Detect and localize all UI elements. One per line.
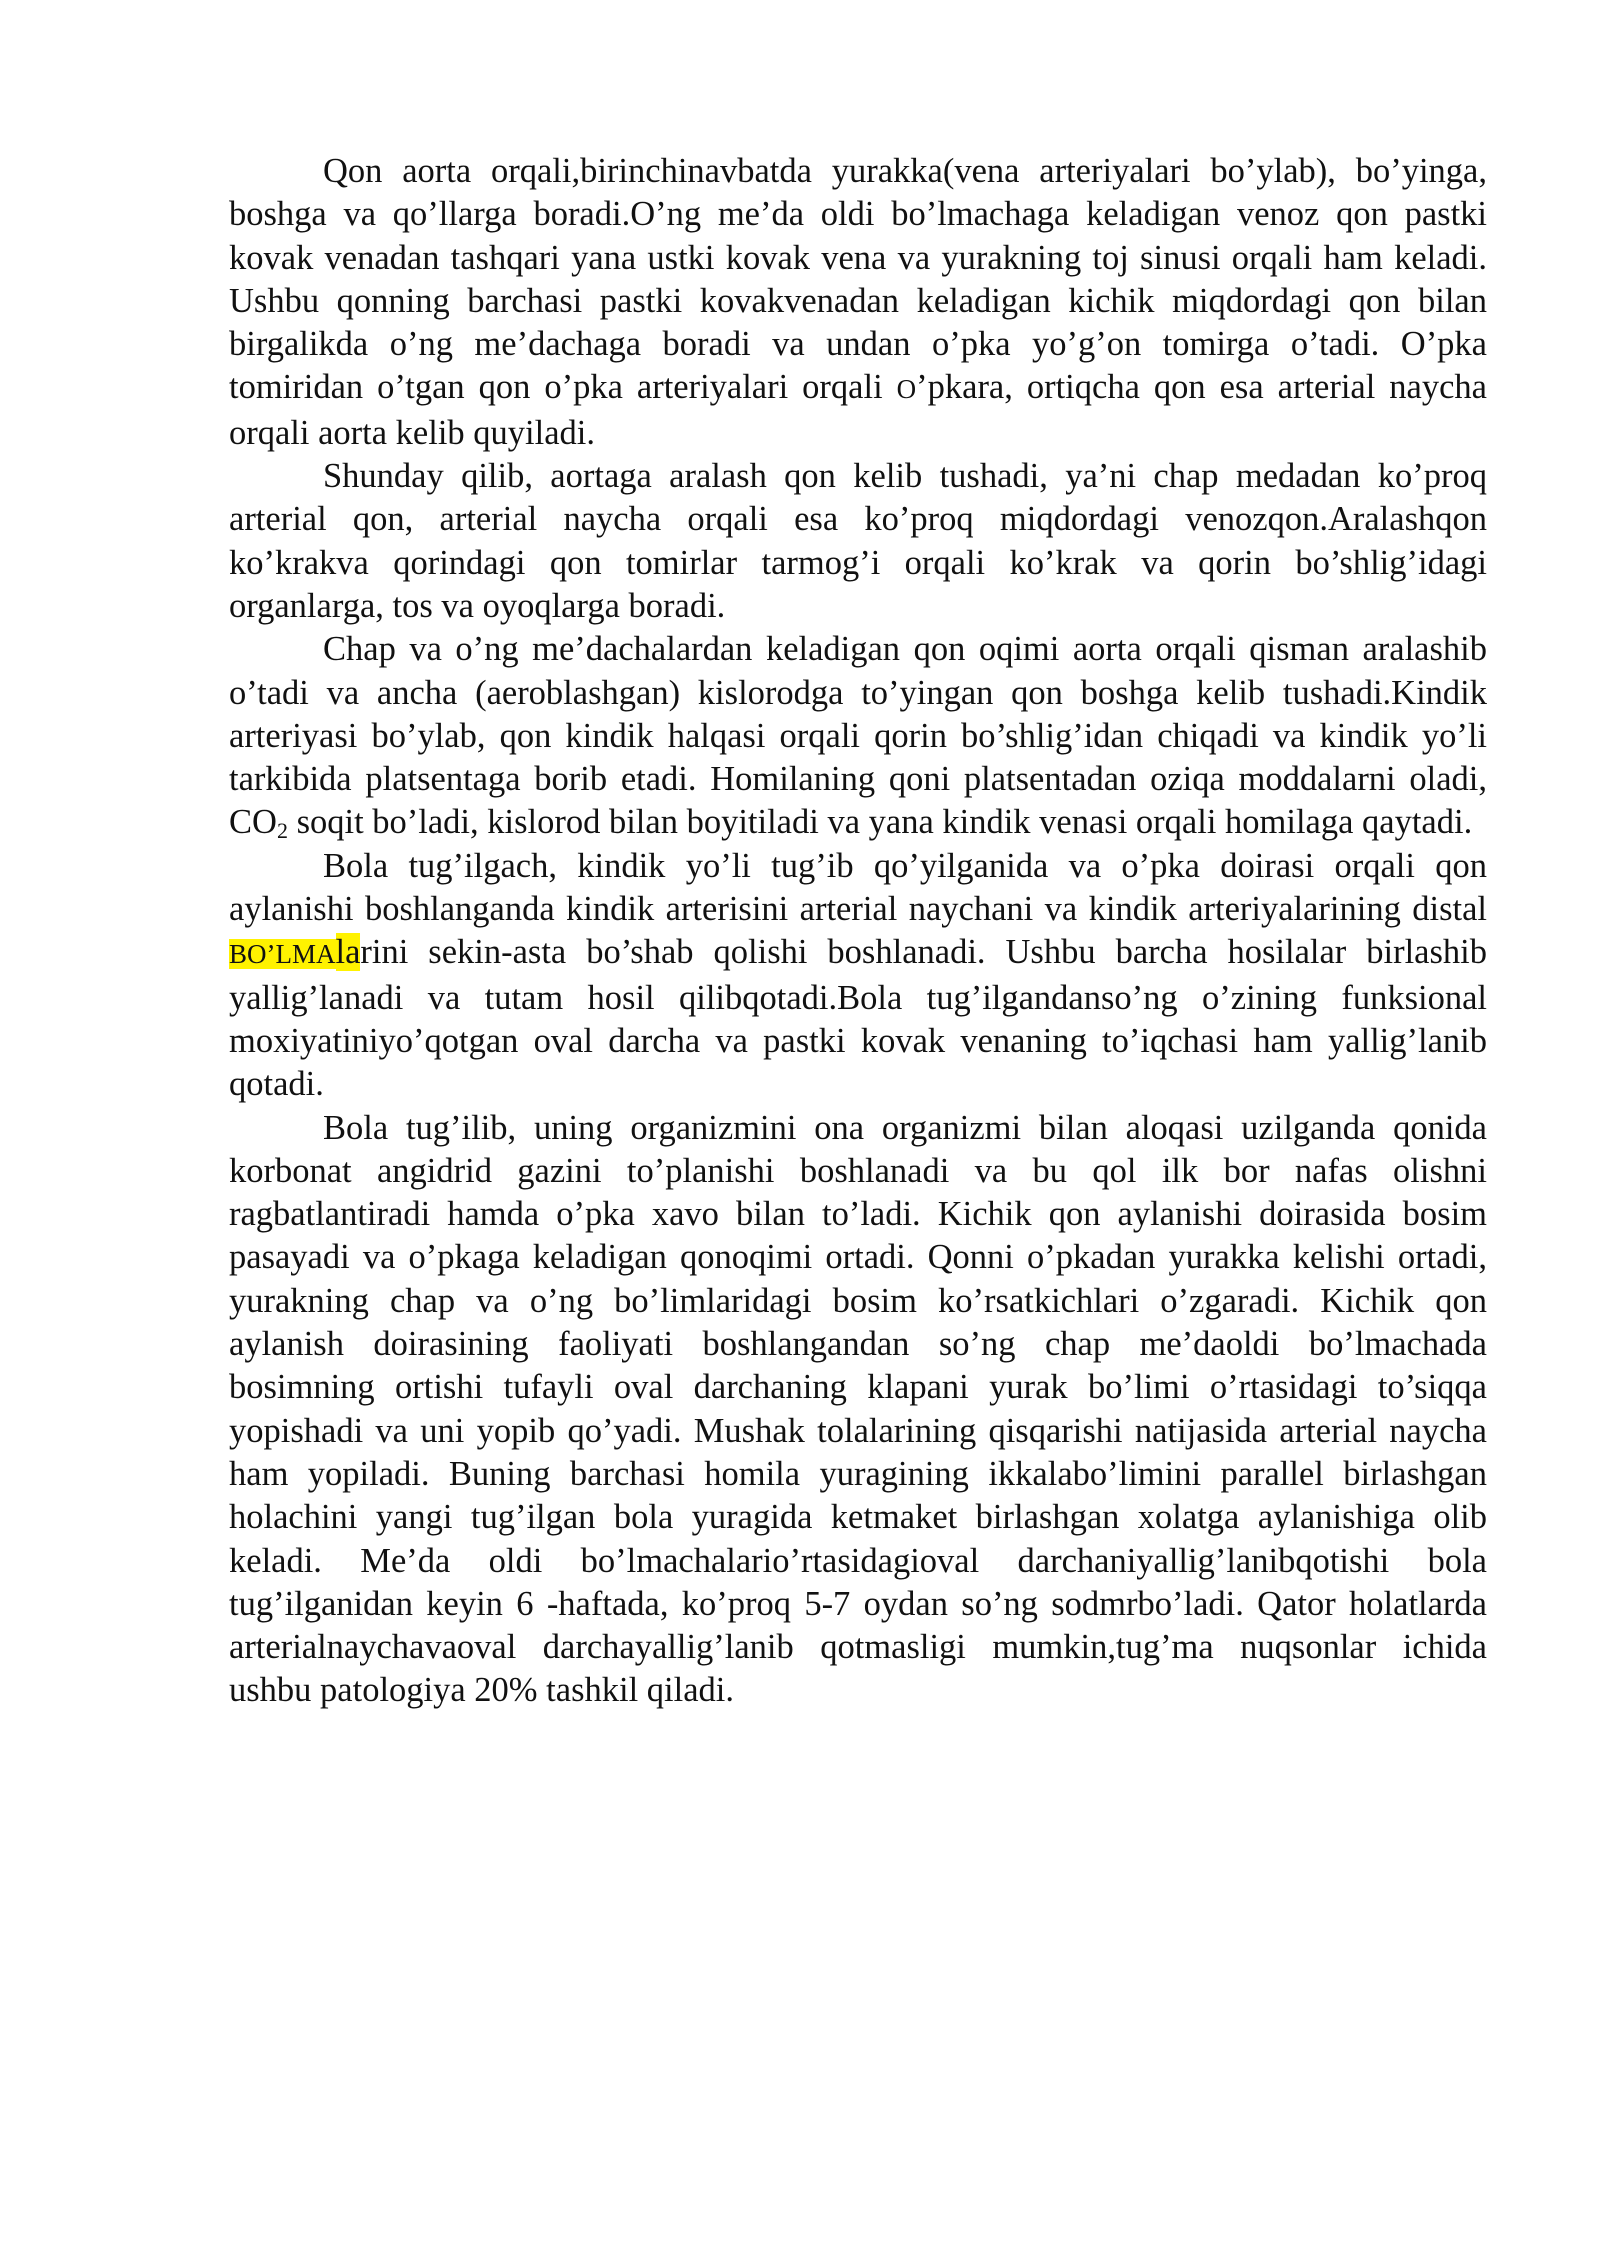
paragraph-5 [229, 1107, 1487, 1713]
highlighted-text: la [335, 933, 361, 972]
paragraph-text: Shunday qilib, aortaga aralash qon kelib tushadi, ya’ni chap medadan ko’proq arterial qon, arterial naycha orqali esa ko’proq miqdordagi venozqon.Aralashqon ko’krakva qorindagi qon tomirlar tarmog’i orqali ko’krak va qorin bo’shlig’idagi organlarga, tos va oyoqlarga boradi. [229, 457, 1487, 625]
paragraph-3 [229, 628, 1487, 844]
paragraph-text-continued: rini sekin-asta bo’shab qolishi boshlanadi. Ushbu barcha hosilalar birlashib yallig’lanadi va tutam hosil qilibqotadi.Bola tug’ilgandanso’ng o’zining funksional moxiyatiniyo’qotgan oval darcha va pastki kovak venaning to’iqchasi ham yallig’lanib qotadi. [229, 933, 1487, 1104]
paragraph-2 [229, 455, 1487, 628]
paragraph-text: Qon aorta orqali,birinchinavbatda yurakka(vena arteriyalari bo’ylab), bo’yinga, boshga va qo’llarga boradi.O’ng me’da oldi bo’lmachaga keladigan venoz qon pastki kovak venadan tashqari yana ustki kovak vena va yurakning toj sinusi orqali ham keladi. Ushbu qonning barchasi pastki kovakvenadan keladigan kichik miqdordagi qon bilan birgalikda o’ng me’dachaga boradi va undan o’pka yo’g’on tomirga o’tadi. O’pka tomiridan o’tgan qon o’pka arteriyalari orqali [229, 152, 1487, 407]
paragraph-text: Bola tug’ilib, uning organizmini ona organizmi bilan aloqasi uzilganda qonida korbonat angidrid gazini to’planishi boshlanadi va bu qol ilk bor nafas olishni ragbatlantiradi hamda o’pka xavo bilan to’ladi. Kichik qon aylanishi doirasida bosim pasayadi va o’pkaga keladigan qonoqimi ortadi. Qonni o’pkadan yurakka kelishi ortadi, yurakning chap va o’ng bo’limlaridagi bosim ko’rsatkichlari o’zgaradi. Kichik qon aylanish doirasining faoliyati boshlangandan so’ng chap me’daoldi bo’lmachada bosimning ortishi tufayli oval darchaning klapani yurak bo’limi o’rtasidagi to’siqqa yopishadi va uni yopib qo’yadi. Mushak tolalarining qisqarishi natijasida arterial naycha ham yopiladi. Buning barchasi homila yuragining ikkalabo’limini parallel birlashgan holachini yangi tug’ilgan bola yuragida ketmaket birlashgan xolatga aylanishiga olib keladi. Me’da oldi bo’lmachalario’rtasidagioval darchaniyallig’lanibqotishi bola tug’ilganidan keyin 6 -haftada, ko’proq 5-7 oydan so’ng sodmrbo’ladi. Qator holatlarda arterialnaychavaoval darchayallig’lanib qotmasligi mumkin,tug’ma nuqsonlar ichida ushbu patologiya 20% tashkil qiladi. [229, 1108, 1487, 1710]
paragraph-text: Chap va o’ng me’dachalardan keladigan qon oqimi aorta orqali qisman aralashib o’tadi va ancha (aeroblashgan) kislorodga to’yingan qon boshga kelib tushadi.Kindik arteriyasi bo’ylab, qon kindik halqasi orqali qorin bo’shlig’idan chiqadi va kindik yo’li tarkibida platsentaga borib etadi. Homilaning qoni platsentadan oziqa moddalarni oladi, CO [229, 630, 1487, 842]
paragraph-4 [229, 845, 1487, 1107]
paragraph-text-continued: ’pkara, ortiqcha qon esa arterial naycha orqali aorta kelib quyiladi. [229, 368, 1487, 452]
paragraph-text: Bola tug’ilgach, kindik yo’li tug’ib qo’yilganida va o’pka doirasi orqali qon aylanishi boshlanganda kindik arterisini arterial naychani va kindik arteriyalarining distal [229, 846, 1487, 929]
small-caps-letter: O [896, 374, 917, 405]
paragraph-1 [229, 150, 1487, 455]
document-body [229, 150, 1487, 1713]
paragraph-text-continued: soqit bo’ladi, kislorod bilan boyitiladi va yana kindik venasi orqali homilaga qaytadi. [287, 803, 1473, 842]
highlighted-text-small-caps: BO’LMA [229, 939, 336, 970]
subscript-2: 2 [276, 818, 288, 844]
